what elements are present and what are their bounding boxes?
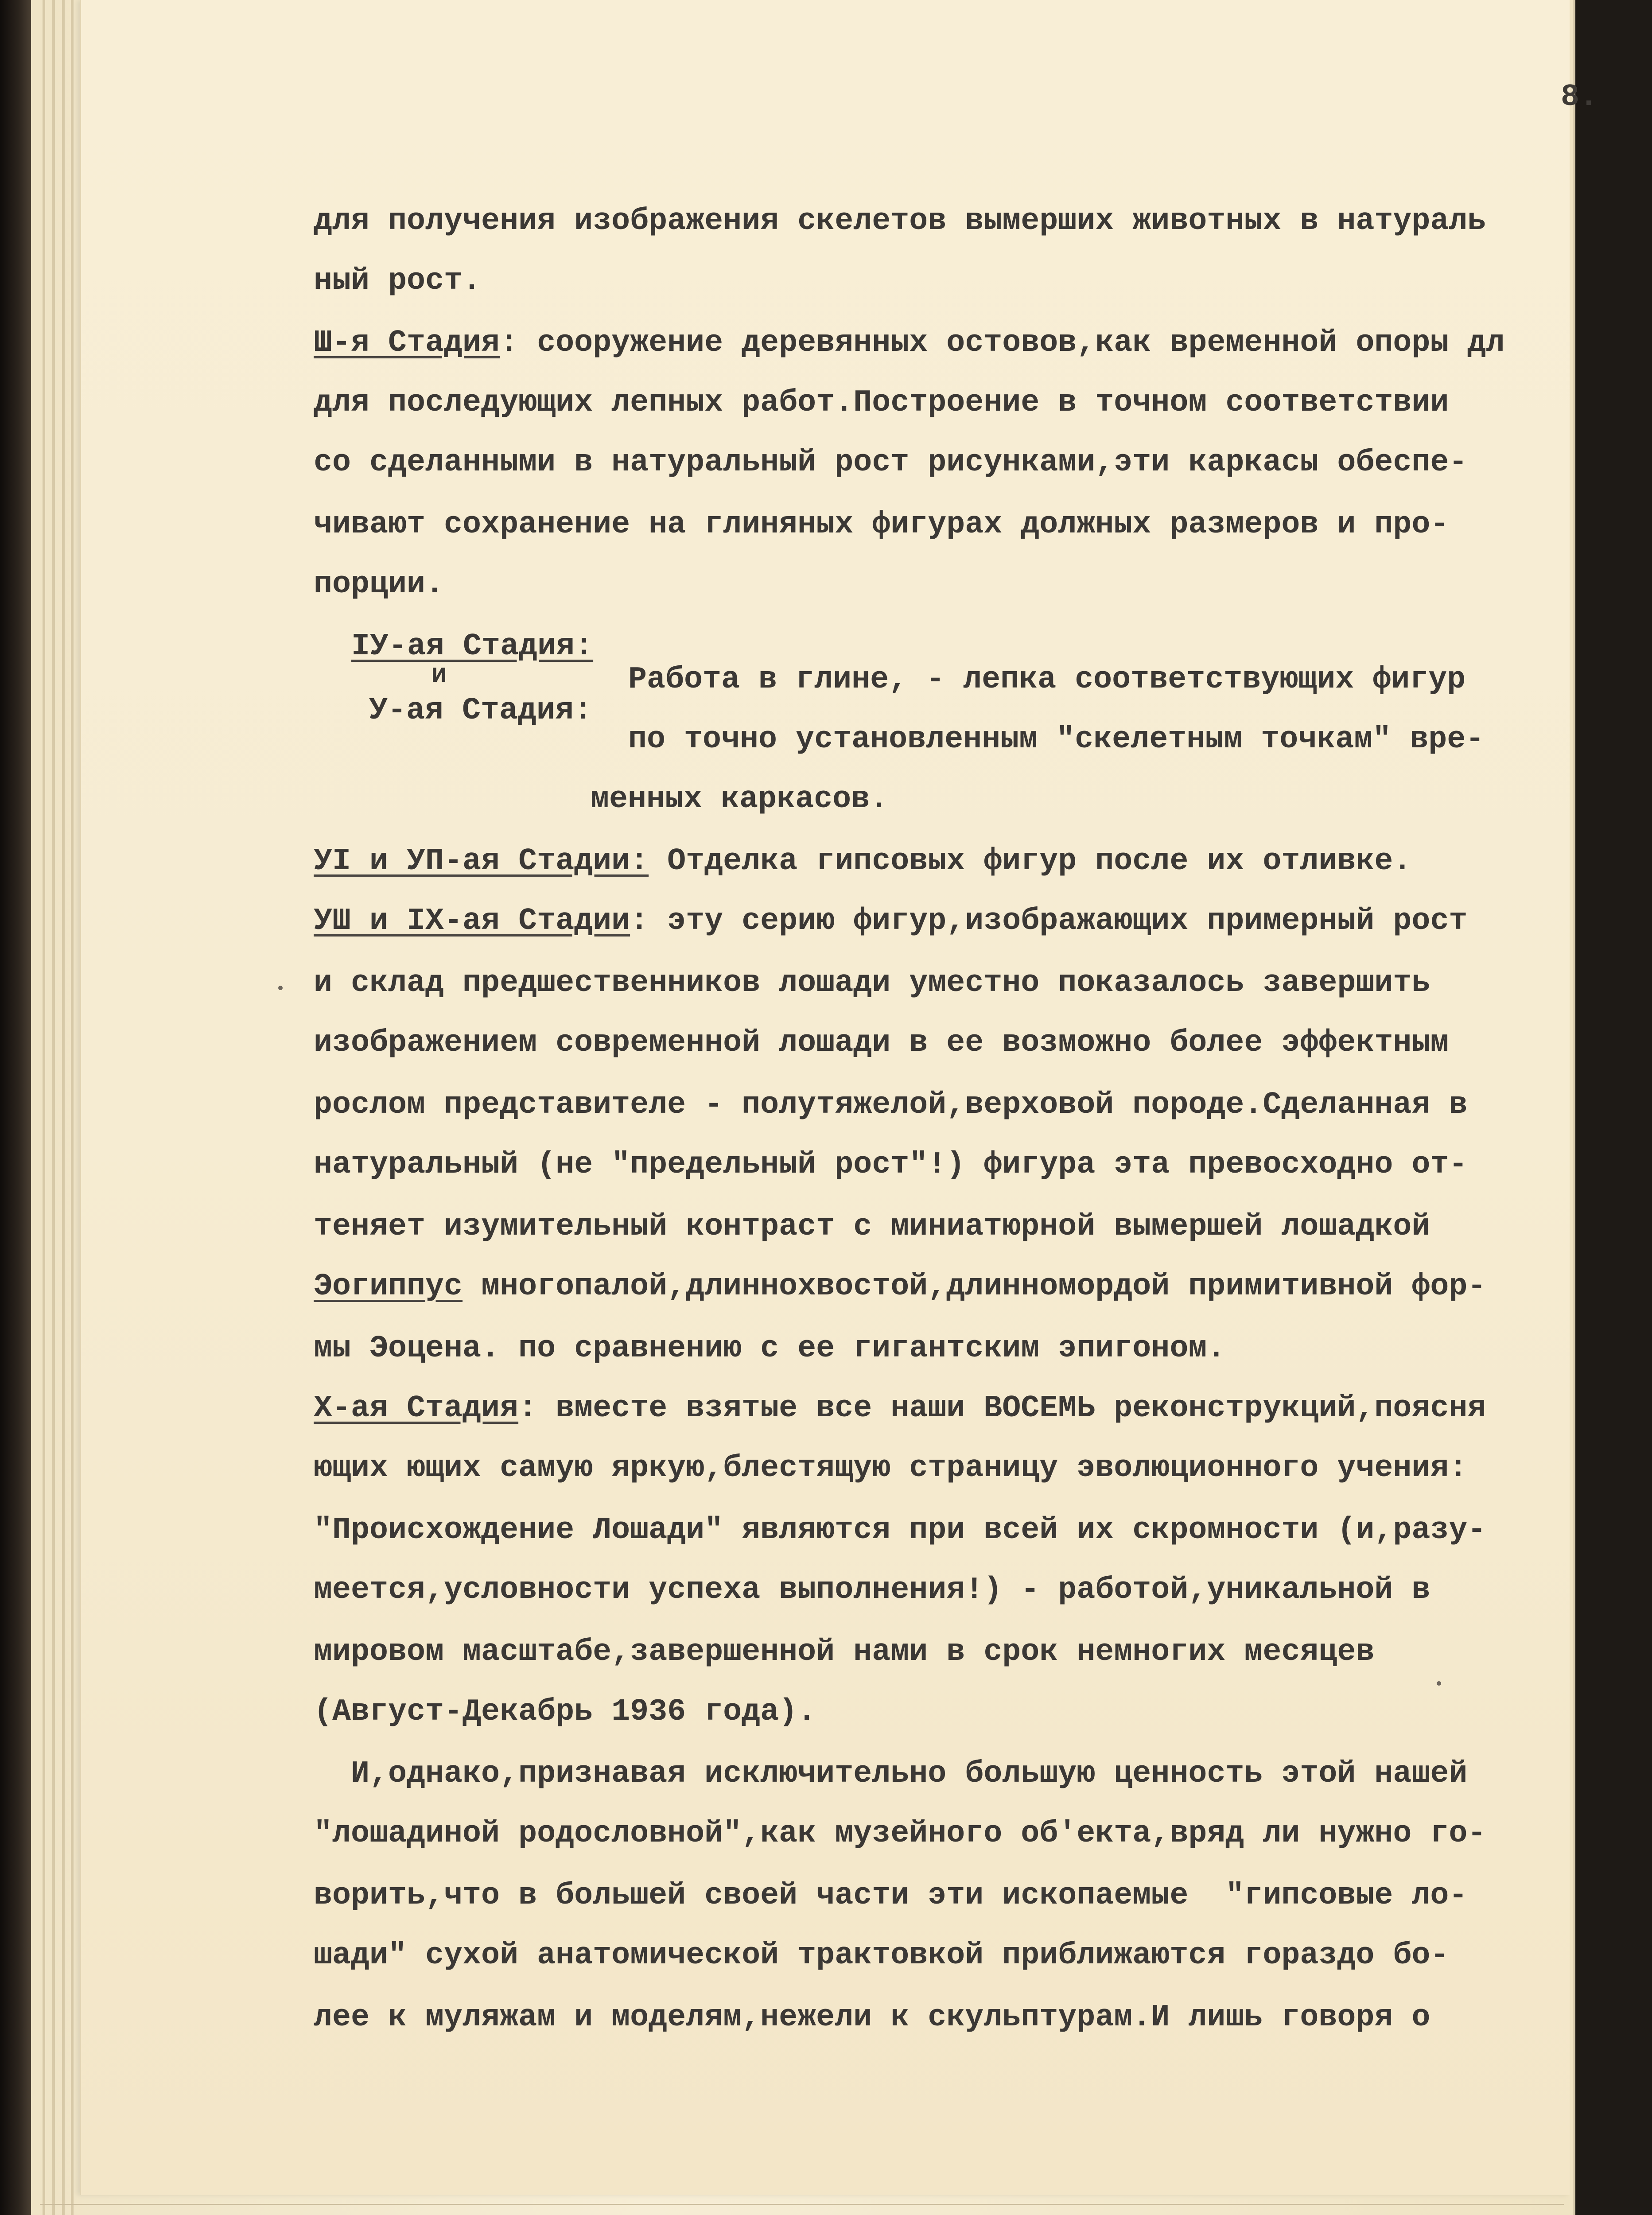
document-page	[80, 0, 1598, 2195]
page-edge	[71, 0, 74, 2215]
text-line: Работа в глине, - лепка соответствующих фигур	[628, 662, 1466, 697]
page-edge	[40, 2204, 1564, 2205]
ink-speck	[1437, 1681, 1441, 1686]
genus-name: Эогиппус	[314, 1269, 463, 1304]
text-line: И,однако,признавая исключительно большую ценность этой нашей	[314, 1756, 1468, 1791]
text-line: рослом представителе - полутяжелой,верховой породе.Сделанная в	[314, 1088, 1468, 1123]
text-line: Ш-я Стадия: сооружение деревянных остовов,как временной опоры дл	[314, 326, 1505, 361]
text-line: и склад предшественников лошади уместно показалось завершить	[314, 966, 1430, 1001]
binding-shadow	[0, 0, 31, 2215]
page-edge	[62, 0, 65, 2215]
text-line: "лошадиной родословной",как музейного об'екта,вряд ли нужно го-	[314, 1816, 1486, 1851]
text-line: для получения изображения скелетов вымерших животных в натураль	[314, 204, 1486, 239]
text-line: (Август-Декабрь 1936 года).	[314, 1694, 816, 1729]
text-line: менных каркасов.	[591, 782, 889, 817]
text-line: Х-ая Стадия: вместе взятые все наши ВОСЕМЬ реконструкций,поясня	[314, 1391, 1486, 1426]
stage-heading: Х-ая Стадия	[314, 1391, 519, 1426]
page-number: 8.	[1561, 80, 1598, 115]
text-line: ный рост.	[314, 264, 482, 299]
text-line: мировом масштабе,завершенной нами в срок немногих месяцев	[314, 1635, 1375, 1670]
stage-heading: IУ-ая Стадия:	[351, 629, 594, 664]
text-line: УI и УП-ая Стадии: Отделка гипсовых фигур после их отливке.	[314, 844, 1412, 879]
text-line: порции.	[314, 567, 444, 602]
stage-heading: У-ая Стадия:	[369, 693, 593, 728]
text-line: теняет изумительный контраст с миниатюрной вымершей лошадкой	[314, 1209, 1430, 1244]
text-line: чивают сохранение на глиняных фигурах должных размеров и про-	[314, 507, 1449, 542]
ink-speck	[278, 986, 283, 990]
text-line: шади" сухой анатомической трактовкой приближаются гораздо бо-	[314, 1938, 1449, 1973]
stage-heading: УШ и IХ-ая Стадии	[314, 904, 630, 939]
text-line: ворить,что в большей своей части эти ископаемые "гипсовые ло-	[314, 1878, 1468, 1913]
stage-heading: УI и УП-ая Стадии:	[314, 844, 649, 879]
page-edge	[43, 0, 45, 2215]
text-line: мы Эоцена. по сравнению с ее гигантским эпигоном.	[314, 1331, 1226, 1366]
text-line: меется,условности успеха выполнения!) - работой,уникальной в	[314, 1573, 1430, 1608]
text-line: "Происхождение Лошади" являются при всей их скромности (и,разу-	[314, 1513, 1486, 1548]
page-edge	[52, 0, 55, 2215]
text-line: и	[431, 660, 447, 690]
text-line: УШ и IХ-ая Стадии: эту серию фигур,изображающих примерный рост	[314, 904, 1468, 939]
text-line: ющих ющих самую яркую,блестящую страницу эволюционного учения:	[314, 1451, 1468, 1486]
stage-heading: Ш-я Стадия	[314, 326, 500, 361]
text-line: для последующих лепных работ.Построение в точном соответствии	[314, 385, 1449, 420]
text-line: Эогиппус многопалой,длиннохвостой,длинномордой примитивной фор-	[314, 1269, 1486, 1304]
text-line: изображением современной лошади в ее возможно более эффектным	[314, 1026, 1449, 1061]
text-line: по точно установленным "скелетным точкам" вре-	[628, 722, 1485, 757]
text-line: лее к муляжам и моделям,нежели к скульптурам.И лишь говоря о	[314, 2000, 1430, 2035]
text-line: натуральный (не "предельный рост"!) фигура эта превосходно от-	[314, 1147, 1468, 1182]
text-line: со сделанными в натуральный рост рисунками,эти каркасы обеспе-	[314, 445, 1468, 480]
